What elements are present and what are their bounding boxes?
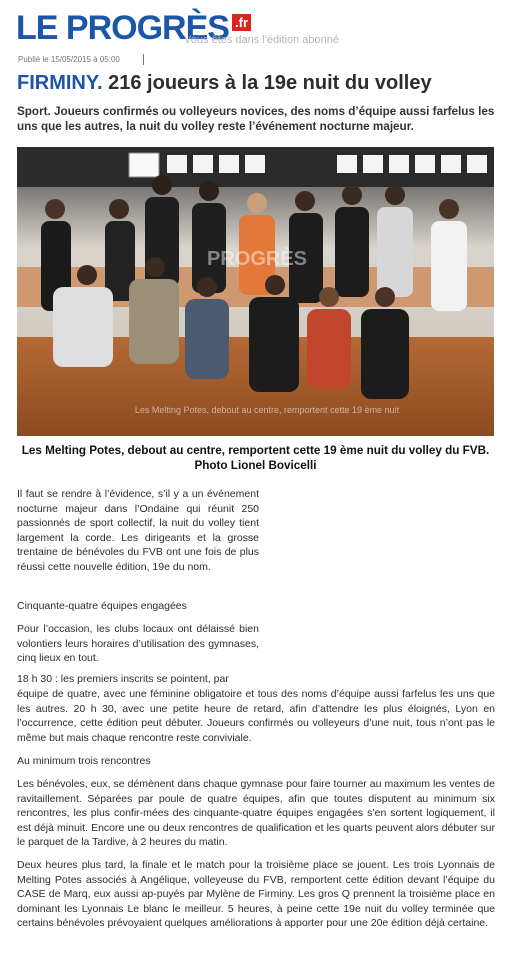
team-photo bbox=[17, 147, 494, 436]
photo-caption bbox=[10, 443, 501, 473]
photo-credit: Photo Lionel Bovicelli bbox=[194, 459, 317, 472]
subheading: Cinquante-quatre équipes engagées bbox=[17, 600, 187, 612]
paragraph: équipe de quatre, avec une féminine obligatoire et tous des noms d’équipe aussi farfelus les uns que les autres. 20 h 30, avec une petite heure de retard, afin d’attendre les plus éloignés, Lyon en l’occurrence, cette édition peut débuter. Joueurs confirmés ou volleyeurs d’une nuit, tous n’ont pas le même but mais chaque rencontre reste conviviale. bbox=[17, 688, 495, 744]
article-headline: 216 joueurs à la 19e nuit du volley bbox=[102, 72, 432, 94]
paragraph: Il faut se rendre à l’évidence, s’il y a un événement nocturne majeur dans l’Ondaine qui réunit 250 passionnés de sport collectif, la nuit du volley tient largement la corde. Les dirigeants et la grosse trentaine de bénévoles du FVB ont une fois de plus réussi cette nouvelle édition, 19e du nom. bbox=[17, 488, 259, 573]
photo-watermark: PROGRÈS bbox=[206, 248, 308, 270]
paragraph: Pour l’occasion, les clubs locaux ont délaissé bien volontiers leurs horaires d’utilisation des gymnases, cinq lieux en tout. bbox=[17, 623, 259, 664]
divider bbox=[143, 54, 144, 65]
article-location: FIRMINY. bbox=[17, 72, 103, 94]
article-lead: Sport. Joueurs confirmés ou volleyeurs novices, des noms d’équipe aussi farfelus les uns que les autres, la nuit du volley reste l’événement nocturne majeur. bbox=[17, 105, 495, 133]
paragraph-start: 18 h 30 : les premiers inscrits se pointent, par bbox=[17, 673, 229, 685]
paragraph: Deux heures plus tard, la finale et le match pour la troisième place se jouent. Les trois Lyonnais de Melting Potes associés à Angélique, volleyeuse du FVB, remportent cette édition devant l’équipe du CASE de Marq, eux aussi ap-puyés par Mylène de Firminy. Les gros Q prennent la troisième place en dominant les Lyonnais Le blanc le meilleur. 5 heures, à peine cette 19e nuit du volley terminée que certains bénévoles prévoyaient quelques améliorations à apporter pour une 20e édition déjà certaine. bbox=[17, 859, 495, 929]
logo-suffix: .fr bbox=[232, 14, 251, 31]
publish-date: Publié le 15/05/2015 à 05:00 bbox=[18, 55, 120, 64]
ghost-text: Vous êtes dans l'édition abonné bbox=[184, 34, 339, 46]
photo-overlay-text: Les Melting Potes, debout au centre, remportent cette 19 ème nuit bbox=[134, 405, 400, 415]
article-title bbox=[17, 72, 432, 95]
article-photo bbox=[17, 147, 494, 436]
paragraph: Les bénévoles, eux, se démènent dans chaque gymnase pour faire tourner au maximum les ventes de ravitaillement. Séparées par poule de quatre équipes, afin que toutes disputent au minimum six rencontres, les plus confir-mées des cinquante-quatre équipes engagées s’en sortent logiquement, il est déjà minuit. Encore une ou deux rencontres de qualification et les quarts peuvent alors débuter sur le parquet de la Tardive, à 2 heures du matin. bbox=[17, 778, 495, 848]
subheading: Au minimum trois rencontres bbox=[17, 755, 151, 767]
logo-text: LE PROGRÈS bbox=[16, 9, 229, 47]
caption-line: Les Melting Potes, debout au centre, remportent cette 19 ème nuit du volley du FVB. bbox=[21, 444, 490, 457]
